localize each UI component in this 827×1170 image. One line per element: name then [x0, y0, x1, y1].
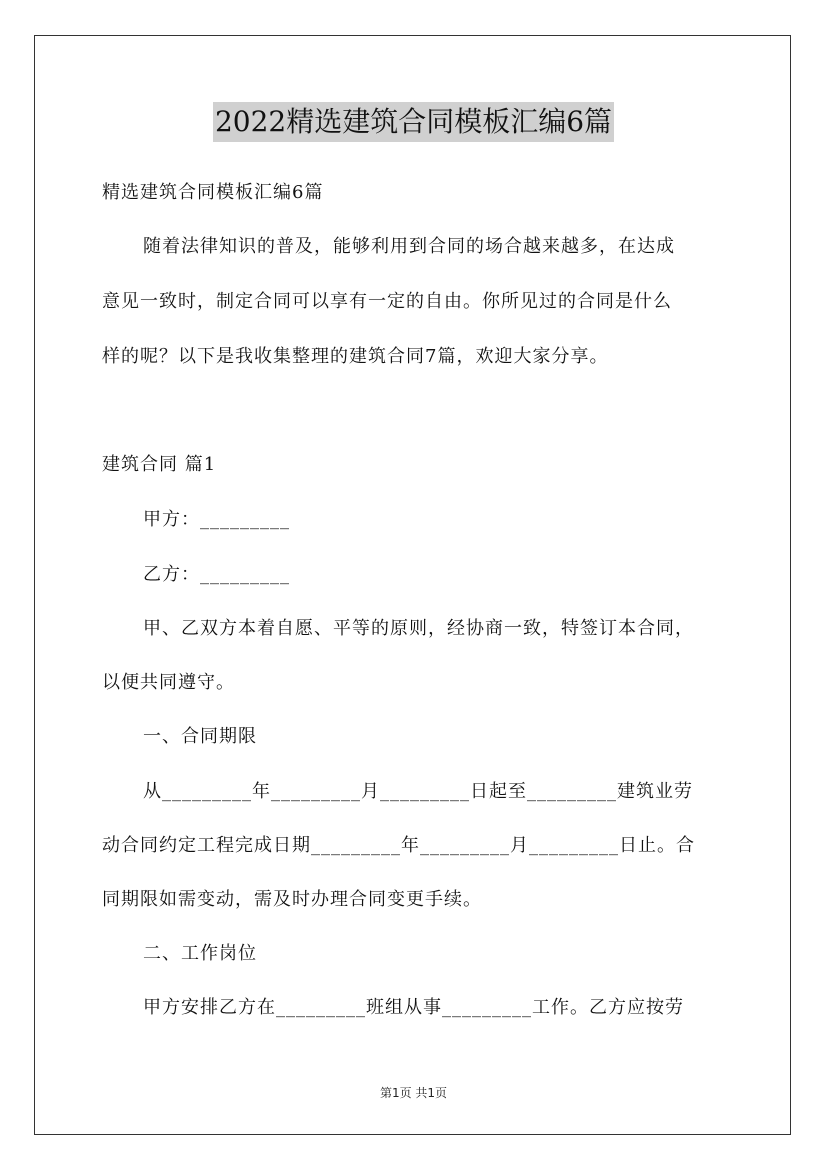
paragraph-line: 甲、乙双方本着自愿、平等的原则，经协商一致，特签订本合同， — [143, 618, 694, 639]
document-title-container — [0, 102, 827, 142]
paragraph-line: 意见一致时，制定合同可以享有一定的自由。你所见过的合同是什么 — [102, 291, 672, 312]
paragraph-line: 随着法律知识的普及，能够利用到合同的场合越来越多，在达成 — [143, 236, 675, 257]
paragraph-line: 甲方安排乙方在_________班组从事_________工作。乙方应按劳 — [143, 997, 684, 1018]
paragraph-line: 从_________年_________月_________日起至_________建筑业劳 — [143, 781, 693, 802]
paragraph-line: 样的呢？以下是我收集整理的建筑合同7篇，欢迎大家分享。 — [102, 346, 609, 367]
section-heading: 建筑合同 篇1 — [102, 454, 217, 475]
party-b-line: 乙方：_________ — [143, 564, 290, 585]
clause-heading: 二、工作岗位 — [143, 943, 257, 964]
document-title: 2022精选建筑合同模板汇编6篇 — [213, 102, 614, 142]
paragraph-line: 同期限如需变动，需及时办理合同变更手续。 — [102, 889, 482, 910]
paragraph-line: 以便共同遵守。 — [102, 672, 235, 693]
clause-heading: 一、合同期限 — [143, 726, 257, 747]
paragraph-line: 动合同约定工程完成日期_________年_________月_________日止。合 — [102, 835, 695, 856]
page-footer: 第1页 共1页 — [379, 1086, 448, 1100]
party-a-line: 甲方：_________ — [143, 509, 290, 530]
subtitle-line: 精选建筑合同模板汇编6篇 — [102, 182, 324, 203]
